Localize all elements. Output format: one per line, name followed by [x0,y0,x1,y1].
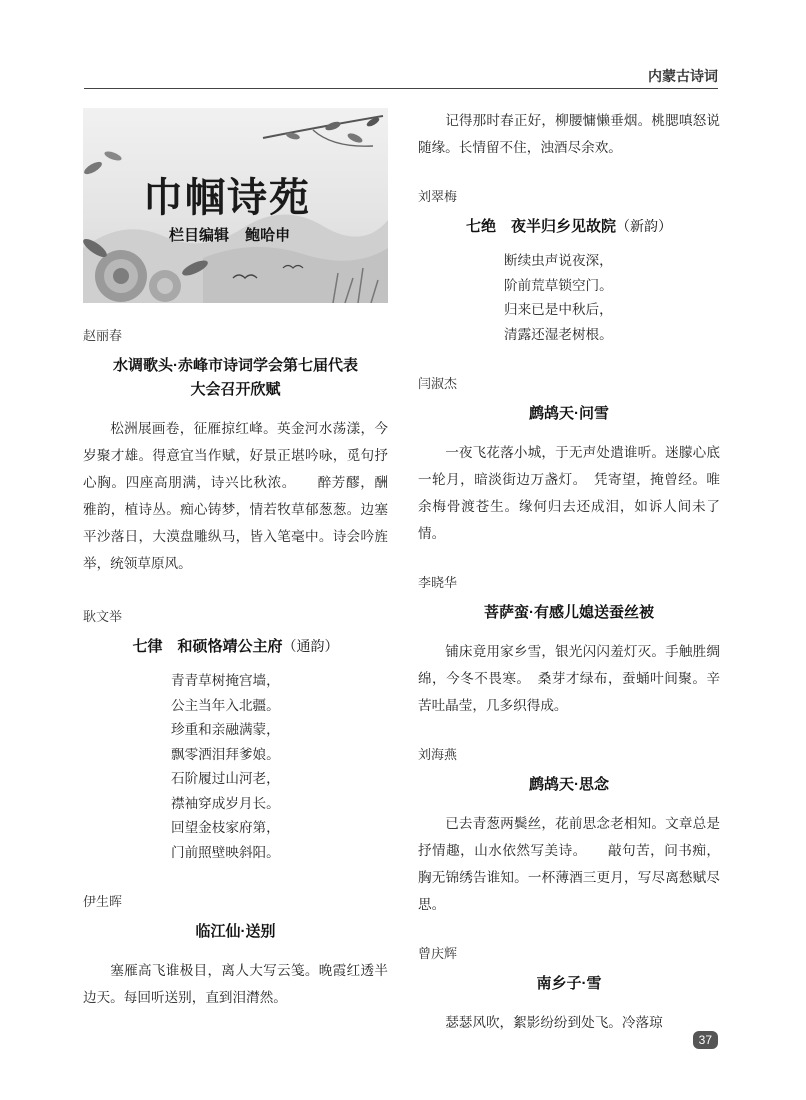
header-divider [84,88,718,89]
verse-line: 清露还湿老树根。 [504,326,613,343]
poem-author: 刘翠梅 [418,190,458,205]
poem-author: 刘海燕 [418,748,458,763]
poem-title: 南乡子·雪 [536,975,602,992]
column-banner [83,108,388,303]
verse-lines [418,249,720,347]
poem-title: 菩萨蛮·有感儿媳送蚕丝被 [484,604,654,621]
poem-body: 塞雁高飞谁极目，离人大写云笺。晚霞红透半边天。每回听送别，直到泪潸然。 [83,963,388,1006]
poem-subtitle: （通韵） [282,639,339,655]
poem-body: 瑟瑟风吹，絮影纷纷到处飞。冷落琼 [445,1015,663,1031]
poem-title [418,215,720,239]
poem-title: 鹧鸪天·问雪 [529,405,609,422]
poem-title-text: 七绝 夜半归乡见故院 [465,218,616,235]
banner-editor: 栏目编辑 鲍哈申 [169,227,291,244]
poem-author: 闫淑杰 [418,377,458,392]
poem-author: 曾庆辉 [418,947,458,962]
poem-body: 已去青葱两鬓丝，花前思念老相知。文章总是抒情趣，山水依然写美诗。 敲句苦，问书痴，胸无锦绣告谁知。一杯薄酒三更月，写尽离愁赋尽思。 [418,816,720,913]
poem-author: 耿文举 [83,610,123,625]
poem-body: 松洲展画卷，征雁掠红峰。英金河水荡漾，今岁聚才雄。得意宜当作赋，好景正堪吟咏，觅句抒心胸。四座高朋满，诗兴比秋浓。 醉芳醪，酬雅韵，植诗丛。痴心铸梦，情若牧草郁葱葱。边塞平沙落日，大漠盘雕纵马，皆入笔毫中。诗会吟旌举，统领草原风。 [83,421,388,572]
verse-line: 石阶履过山河老， [171,771,280,787]
verse-line: 门前照壁映斜阳。 [171,844,280,861]
verse-line: 阶前荒草锁空门。 [504,277,613,294]
verse-line: 青青草树掩宫墙， [171,673,280,689]
poem-title: 鹧鸪天·思念 [529,776,609,793]
magazine-title: 内蒙古诗词 [648,68,718,84]
left-column [83,108,388,1012]
verse-line: 珍重和亲融满蒙， [171,722,280,738]
poem-author: 李晓华 [418,576,458,591]
verse-line: 回望金枝家府第， [171,820,280,836]
poem-title-line: 大会召开欣赋 [190,381,281,398]
verse-line: 公主当年入北疆。 [171,697,280,714]
verse-line: 归来已是中秋后， [504,302,613,318]
verse-line: 襟袖穿成岁月长。 [171,795,280,812]
poem-title: 临江仙·送别 [195,923,276,940]
poem-body-continued: 记得那时春正好，柳腰慵懒垂烟。桃腮嗔怒说随缘。长情留不住，浊酒尽余欢。 [418,113,720,156]
poem-author: 伊生晖 [83,895,123,910]
verse-line: 飘零洒泪拜爹娘。 [171,746,280,763]
page-number: 37 [693,1031,718,1049]
banner-title: 巾帼诗苑 [143,174,311,221]
right-column [418,108,720,1037]
poem-body: 一夜飞花落小城，于无声处遣谁听。迷朦心底一轮月，暗淡街边万盏灯。 凭寄望，掩曾经。唯余梅骨渡苍生。缘何归去还成泪，如诉人间未了情。 [418,445,720,542]
poem-title [83,635,388,659]
poem-title [83,354,388,402]
poem-subtitle: （新韵） [616,219,672,235]
poem-body: 铺床竟用家乡雪，银光闪闪羞灯灭。手触胜绸绵，今冬不畏寒。 桑芽才绿布，蚕蛹叶间聚。辛苦吐晶莹，几多织得成。 [418,644,720,714]
verse-line: 断续虫声说夜深， [504,253,613,269]
poem-author: 赵丽春 [83,329,123,344]
poem-title-line: 水调歌头·赤峰市诗词学会第七届代表 [113,357,358,374]
verse-lines [83,669,388,865]
poem-title-text: 七律 和硕恪靖公主府 [132,638,283,655]
